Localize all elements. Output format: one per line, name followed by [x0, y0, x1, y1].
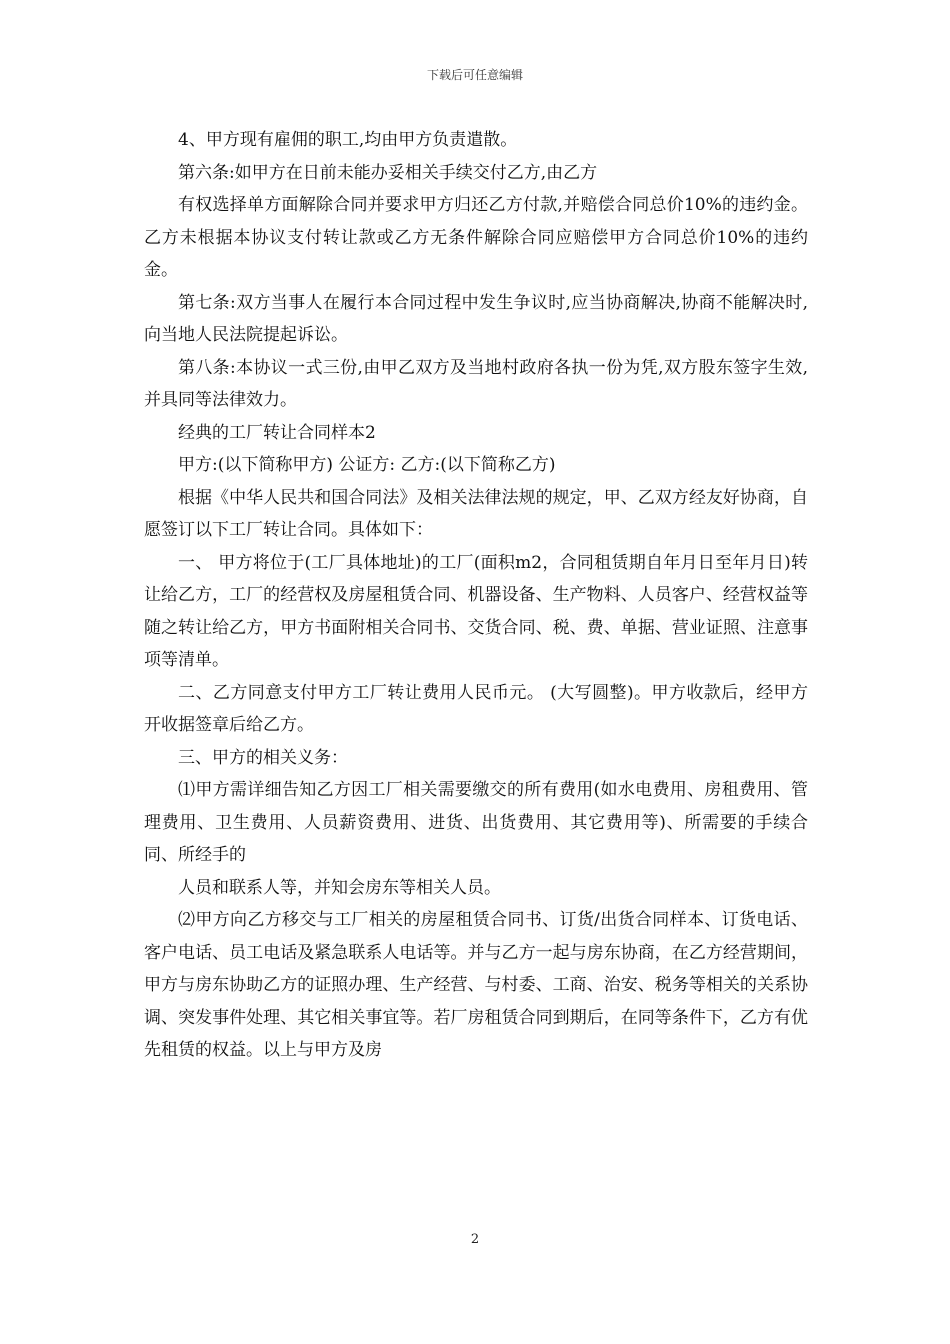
paragraph-2: 第六条:如甲方在日前未能办妥相关手续交付乙方,由乙方 [178, 162, 598, 183]
page-number: 2 [470, 1232, 480, 1247]
clause-2: 二、乙方同意支付甲方工厂转让费用人民币元。 (大写圆整)。甲方收款后，经甲方开收据签章后给乙方。 [144, 682, 808, 735]
paragraph-5: 第八条:本协议一式三份,由甲乙双方及当地村政府各执一份为凭,双方股东签字生效,并具同等法律效力。 [144, 357, 808, 410]
page-header: 下载后可任意编辑 [426, 68, 523, 82]
paragraph-3: 有权选择单方面解除合同并要求甲方归还乙方付款,并赔偿合同总价10%的违约金。乙方未根据本协议支付转让款或乙方无条件解除合同应赔偿甲方合同总价10%的违约金。 [144, 195, 808, 280]
document-body [144, 124, 808, 1067]
obligation-1-continued: 人员和联系人等，并知会房东等相关人员。 [178, 877, 501, 898]
obligation-1: ⑴甲方需详细告知乙方因工厂相关需要缴交的所有费用(如水电费用、房租费用、管理费用、卫生费用、人员薪资费用、进货、出货费用、其它费用等)、所需要的手续合同、所经手的 [144, 780, 808, 865]
paragraph-4: 第七条:双方当事人在履行本合同过程中发生争议时,应当协商解决,协商不能解决时,向当地人民法院提起诉讼。 [144, 292, 808, 345]
clause-1: 一、 甲方将位于(工厂具体地址)的工厂(面积m2，合同租赁期自年月日至年月日)转让给乙方，工厂的经营权及房屋租赁合同、机器设备、生产物料、人员客户、经营权益等随之转让给乙方，甲方书面附相关合同书、交货合同、税、费、单据、营业证照、注意事项等清单。 [144, 552, 808, 670]
section-title: 经典的工厂转让合同样本2 [178, 422, 376, 443]
clause-3-heading: 三、甲方的相关义务： [178, 747, 348, 768]
paragraph-8: 根据《中华人民共和国合同法》及相关法律法规的规定，甲、乙双方经友好协商，自愿签订以下工厂转让合同。具体如下： [144, 487, 808, 540]
obligation-2: ⑵甲方向乙方移交与工厂相关的房屋租赁合同书、订货/出货合同样本、订货电话、客户电话、员工电话及紧急联系人电话等。并与乙方一起与房东协商，在乙方经营期间，甲方与房东协助乙方的证照办理、生产经营、与村委、工商、治安、税务等相关的关系协调、突发事件处理、其它相关事宜等。若厂房租赁合同到期后，在同等条件下，乙方有优先租赁的权益。以上与甲方及房 [144, 910, 808, 1060]
parties-line: 甲方:(以下简称甲方) 公证方: 乙方:(以下简称乙方) [178, 455, 556, 475]
paragraph-1: 4、甲方现有雇佣的职工,均由甲方负责遣散。 [178, 130, 518, 150]
